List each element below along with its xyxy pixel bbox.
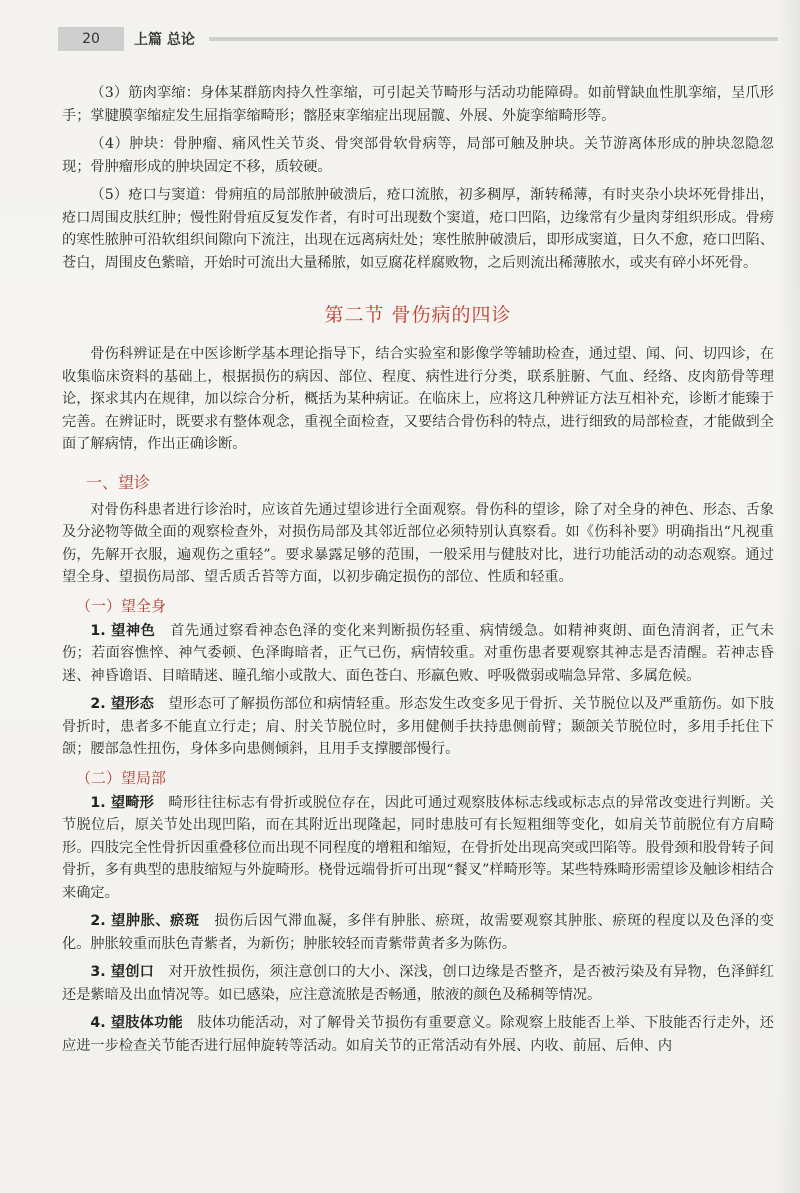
item-limb-function: [62, 1012, 774, 1057]
item-spirit-color: [62, 620, 774, 688]
inspection-intro: 对骨伤科患者进行诊治时，应该首先通过望诊进行全面观察。骨伤科的望诊，除了对全身的神色、形态、舌象及分泌物等做全面的观察检查外，对损伤局部及其邻近部位必须特别认真察看。如《伤科补要》明确指出“凡视重伤，先解开衣服，遍观伤之重轻”。要求暴露足够的范围，一般采用与健肢对比，进行功能活动的动态观察。通过望全身、望损伤局部、望舌质舌苔等方面，以初步确定损伤的部位、性质和轻重。: [62, 501, 774, 585]
item-text: 肢体功能活动，对了解骨关节损伤有重要意义。除观察上肢能否上举、下肢能否行走外，还应进一步检查关节能否进行屈伸旋转等活动。如肩关节的正常活动有外展、内收、前屈、后伸、内: [62, 1015, 774, 1054]
paragraph-mass: （4）肿块：骨肿瘤、痛风性关节炎、骨突部骨软骨病等，局部可触及肿块。关节游离体形成的肿块忽隐忽现；骨肿瘤形成的肿块固定不移，质较硬。: [62, 136, 774, 175]
item-text: 望形态可了解损伤部位和病情轻重。形态发生改变多见于骨折、关节脱位以及严重筋伤。如下肢骨折时，患者多不能直立行走；肩、肘关节脱位时，多用健侧手扶持患侧前臂；颞颌关节脱位时，多用手托住下颌；腰部急性扭伤，身体多向患侧倾斜，且用手支撑腰部慢行。: [62, 696, 774, 757]
page-body: [62, 82, 774, 1057]
item-deformity: [62, 792, 774, 905]
heading-whole-body: （一）望全身: [76, 596, 167, 615]
page-gutter-shadow: [778, 0, 800, 1193]
heading-local: （二）望局部: [76, 768, 167, 787]
item-posture: [62, 693, 774, 761]
heading-inspection: 一、望诊: [86, 472, 151, 492]
section-title: 第二节 骨伤病的四诊: [324, 304, 512, 326]
paragraph-sinus: （5）疮口与窦道：骨痈疽的局部脓肿破溃后，疮口流脓，初多稠厚，渐转稀薄，有时夹杂小块坏死骨排出，疮口周围皮肤红肿；慢性附骨疽反复发作者，有时可出现数个窦道，疮口凹陷，边缘常有少量肉芽组织形成。骨痨的寒性脓肿可沿软组织间隙向下流注，出现在远离病灶处；寒性脓肿破溃后，即形成窦道，日久不愈，疮口凹陷、苍白，周围皮色紫暗，开始时可流出大量稀脓，如豆腐花样腐败物，之后则流出稀薄脓水，或夹有碎小坏死骨。: [62, 187, 774, 271]
item-text: 对开放性损伤，须注意创口的大小、深浅，创口边缘是否整齐，是否被污染及有异物，色泽鲜红还是紫暗及出血情况等。如已感染，应注意流脓是否畅通，脓液的颜色及稀稠等情况。: [62, 964, 774, 1003]
running-title: 上篇 总论: [134, 32, 195, 48]
paragraph-contracture: （3）筋肉挛缩：身体某群筋肉持久性挛缩，可引起关节畸形与活动功能障碍。如前臂缺血性肌挛缩，呈爪形手；掌腱膜挛缩症发生屈指挛缩畸形；髂胫束挛缩症出现屈髋、外展、外旋挛缩畸形等。: [62, 85, 774, 124]
item-swelling: [62, 910, 774, 955]
item-text: 损伤后因气滞血凝，多伴有肿胀、瘀斑，故需要观察其肿胀、瘀斑的程度以及色泽的变化。肿胀较重而肤色青紫者，为新伤；肿胀较轻而青紫带黄者多为陈伤。: [62, 913, 774, 952]
term-label: 3. 望创口: [90, 964, 155, 980]
header-rule: [209, 37, 778, 41]
item-text: 首先通过察看神态色泽的变化来判断损伤轻重、病情缓急。如精神爽朗、面色清润者，正气未伤；若面容憔悴、神气委顿、色泽晦暗者，正气已伤，病情较重。对重伤患者要观察其神志是否清醒。若神志昏迷、神昏谵语、目暗睛迷、瞳孔缩小或散大、面色苍白、形羸色败、呼吸微弱或喘急异常、多属危候。: [62, 622, 774, 684]
section-intro: 骨伤科辨证是在中医诊断学基本理论指导下，结合实验室和影像学等辅助检查，通过望、闻、问、切四诊，在收集临床资料的基础上，根据损伤的病因、部位、程度、病性进行分类，联系脏腑、气血、经络、皮肉筋骨等理论，探求其内在规律，加以综合分析，概括为某种病证。在临床上，应将这几种辨证方法互相补充，诊断才能臻于完善。在辨证时，既要求有整体观念，重视全面检查，又要结合骨伤科的特点，进行细致的局部检查，才能做到全面了解病情，作出正确诊断。: [62, 346, 774, 452]
page-header: [58, 26, 778, 52]
term-label: 4. 望肢体功能: [90, 1015, 183, 1031]
item-wound: [62, 961, 774, 1006]
term-label: 1. 望神色: [90, 622, 156, 639]
item-text: 畸形往往标志有骨折或脱位存在，因此可通过观察肢体标志线或标志点的异常改变进行判断。关节脱位后，原关节处出现凹陷，而在其附近出现隆起，同时患肢可有长短粗细等变化，如肩关节前脱位有方肩畸形。四肢完全性骨折因重叠移位而出现不同程度的增粗和缩短，在骨折处出现高突或凹陷等。股骨颈和股骨转子间骨折，多有典型的患肢缩短与外旋畸形。桡骨远端骨折可出现“餐叉”样畸形等。某些特殊畸形需望诊及触诊相结合来确定。: [62, 794, 774, 901]
term-label: 2. 望肿胀、瘀斑: [90, 913, 200, 929]
term-label: 1. 望畸形: [90, 794, 155, 811]
term-label: 2. 望形态: [90, 696, 155, 712]
page-number: 20: [58, 27, 124, 51]
